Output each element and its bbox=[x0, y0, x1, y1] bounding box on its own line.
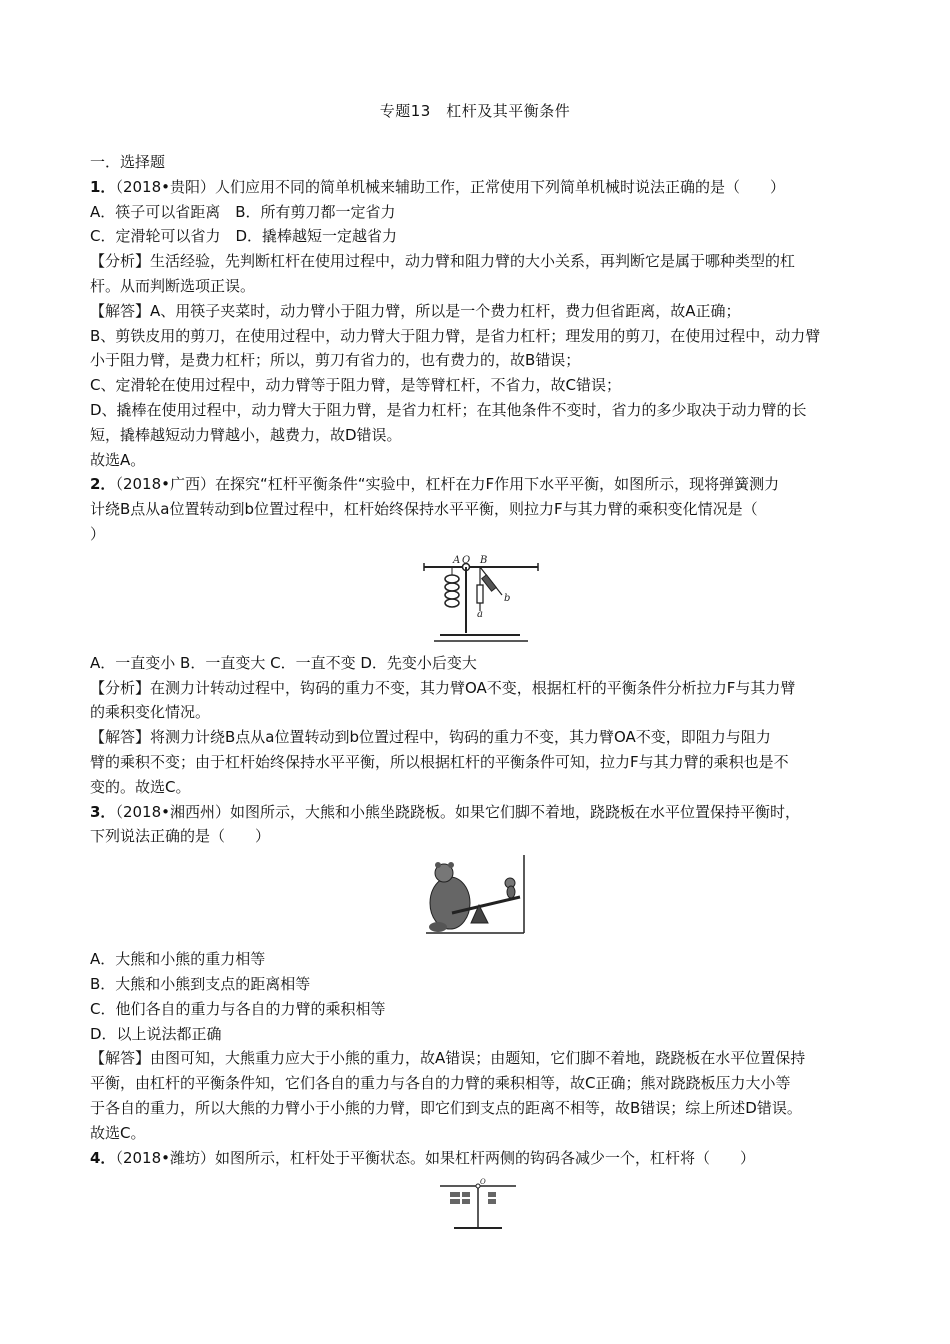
q3-number: 3． bbox=[90, 802, 116, 821]
q2-options: A．一直变小 B．一直变大 C．一直不变 D．先变小后变大 bbox=[90, 653, 477, 672]
q3-stem bbox=[90, 800, 870, 825]
q3-answer-line: 故选C。 bbox=[90, 1123, 146, 1142]
label-b: b bbox=[504, 592, 511, 604]
q1-options-cd: C．定滑轮可以省力 D．撬棒越短一定越省力 bbox=[90, 227, 398, 246]
content bbox=[90, 150, 870, 1240]
q3-answer-line: 于各自的重力，所以大熊的力臂小于小熊的力臂，即它们到支点的距离不相等，故B错误；综上所述D错误。 bbox=[90, 1098, 802, 1117]
q2-answer-line: 【解答】将测力计绕B点从a位置转动到b位置过程中，钩码的重力不变，其力臂OA不变，即阻力与阻力 bbox=[90, 728, 771, 747]
q3-stem-line: 下列说法正确的是（ ） bbox=[90, 827, 271, 846]
q3-option-b: B．大熊和小熊到支点的距离相等 bbox=[90, 974, 311, 993]
q3-answer-line: 【解答】由图可知，大熊重力应大于小熊的重力，故A错误；由题知，它们脚不着地，跷跷板在水平位置保持 bbox=[90, 1049, 806, 1068]
q2-analysis-line: 的乘积变化情况。 bbox=[90, 703, 211, 722]
q4-stem-text: （2018•潍坊）如图所示，杠杆处于平衡状态。如果杠杆两侧的钩码各减少一个，杠杆将（ ） bbox=[115, 1148, 755, 1167]
q1-stem-text: （2018•贵阳）人们应用不同的简单机械来辅助工作，正常使用下列简单机械时说法正确的是（ ） bbox=[115, 177, 785, 196]
q1-answer-line: B、剪铁皮用的剪刀，在使用过程中，动力臂大于阻力臂，是省力杠杆；理发用的剪刀，在使用过程中，动力臂 bbox=[90, 326, 821, 345]
q2-answer-line: 臂的乘积不变；由于杠杆始终保持水平平衡，所以根据杠杆的平衡条件可知，拉力F与其力臂的乘积也是不 bbox=[90, 752, 789, 771]
label-A: A bbox=[453, 554, 461, 566]
q2-figure-area bbox=[90, 547, 870, 651]
q3-option-d: D．以上说法都正确 bbox=[90, 1024, 222, 1043]
lever-hooked-weights-figure bbox=[438, 1178, 518, 1238]
q1-answer-line: D、撬棒在使用过程中，动力臂大于阻力臂，是省力杠杆；在其他条件不变时，省力的多少取决于动力臂的长 bbox=[90, 400, 807, 419]
q3-answer-line: 平衡，由杠杆的平衡条件知，它们各自的重力与各自的力臂的乘积相等，故C正确；熊对跷跷板压力大小等 bbox=[90, 1074, 791, 1093]
q2-answer-line: 变的。故选C。 bbox=[90, 777, 191, 796]
q4-number: 4． bbox=[90, 1148, 116, 1167]
q3-stem-text: （2018•湘西州）如图所示，大熊和小熊坐跷跷板。如果它们脚不着地，跷跷板在水平位置保持平衡时， bbox=[115, 802, 800, 821]
q1-options-ab: A．筷子可以省距离 B．所有剪刀都一定省力 bbox=[90, 202, 396, 221]
q3-figure-area bbox=[90, 849, 870, 947]
section-heading: 一．选择题 bbox=[90, 153, 166, 171]
label-B: B bbox=[480, 554, 488, 566]
q2-stem-line: ） bbox=[90, 524, 106, 543]
q2-stem-text: （2018•广西）在探究“杠杆平衡条件“实验中，杠杆在力F作用下水平平衡，如图所示，现将弹簧测力 bbox=[115, 475, 780, 494]
q2-number: 2． bbox=[90, 475, 116, 494]
q3-option-c: C．他们各自的重力与各自的力臂的乘积相等 bbox=[90, 999, 386, 1018]
q1-answer-line: C、定滑轮在使用过程中，动力臂等于阻力臂，是等臂杠杆，不省力，故C错误； bbox=[90, 376, 621, 395]
q3-option-a: A．大熊和小熊的重力相等 bbox=[90, 950, 266, 969]
bears-seesaw-figure bbox=[424, 855, 528, 937]
lever-spring-scale-figure bbox=[420, 553, 540, 643]
q1-answer-line: 【解答】A、用筷子夹菜时，动力臂小于阻力臂，所以是一个费力杠杆，费力但省距离，故A正确； bbox=[90, 301, 741, 320]
label-O: O bbox=[480, 1178, 486, 1187]
q1-analysis-line: 【分析】生活经验，先判断杠杆在使用过程中，动力臂和阻力臂的大小关系，再判断它是属于哪种类型的杠 bbox=[90, 252, 796, 271]
q1-number: 1． bbox=[90, 177, 116, 196]
q1-answer-line: 短，撬棒越短动力臂越小，越费力，故D错误。 bbox=[90, 425, 402, 444]
q2-stem-line: 计绕B点从a位置转动到b位置过程中，杠杆始终保持水平平衡，则拉力F与其力臂的乘积变化情况是（ bbox=[90, 500, 758, 519]
q1-analysis-line: 杆。从而判断选项正误。 bbox=[90, 276, 256, 295]
label-O: O bbox=[462, 554, 471, 566]
page-title: 专题13 杠杆及其平衡条件 bbox=[379, 102, 571, 120]
q1-stem bbox=[90, 175, 870, 200]
q4-stem bbox=[90, 1146, 870, 1171]
q4-figure-area bbox=[90, 1170, 870, 1240]
q1-answer-line: 小于阻力臂，是费力杠杆；所以，剪刀有省力的，也有费力的，故B错误； bbox=[90, 351, 581, 370]
label-a: a bbox=[477, 608, 483, 620]
q2-analysis-line: 【分析】在测力计转动过程中，钩码的重力不变，其力臂OA不变，根据杠杆的平衡条件分析拉力F与其力臂 bbox=[90, 678, 796, 697]
q2-stem bbox=[90, 472, 870, 497]
q1-answer-line: 故选A。 bbox=[90, 450, 146, 469]
